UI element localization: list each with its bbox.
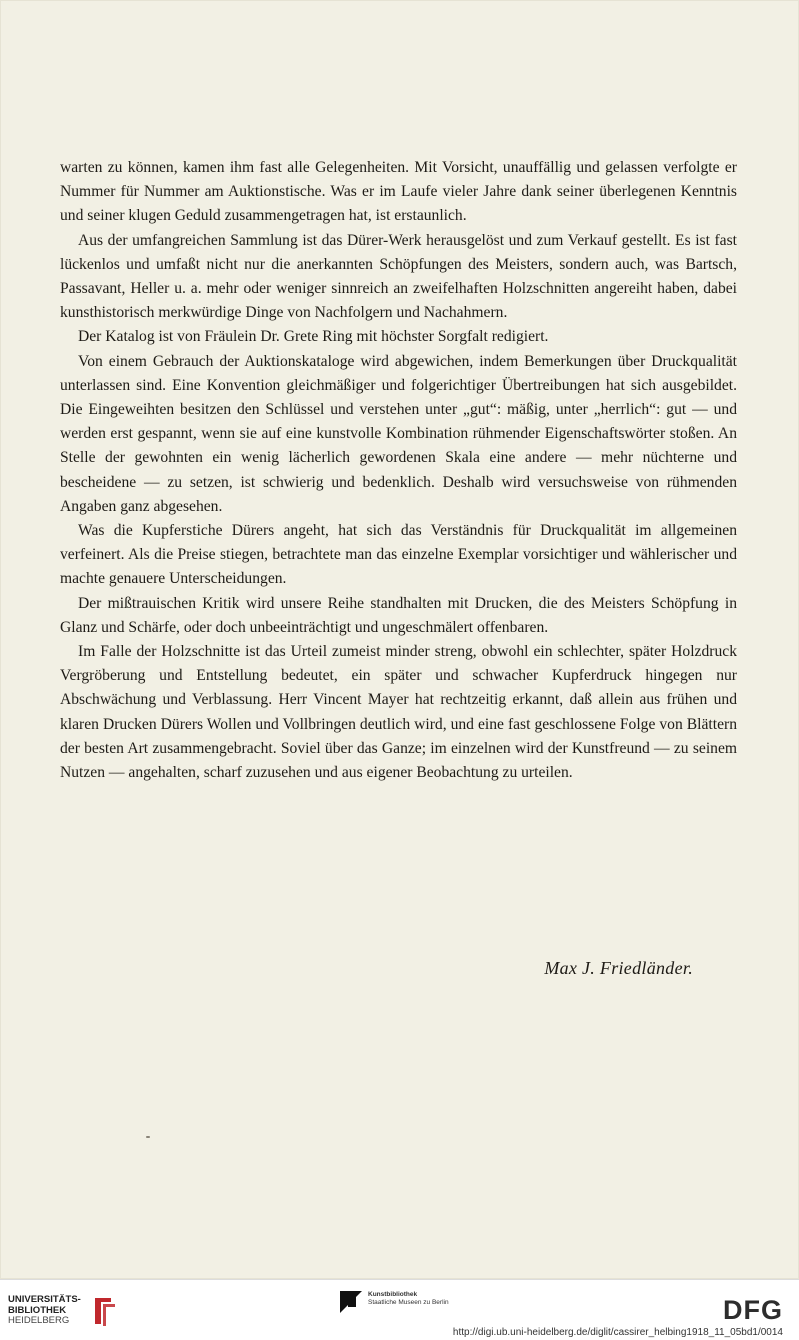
paragraph-7: Im Falle der Holzschnitte ist das Urteil zumeist minder streng, obwohl ein schlechter, später Holzdruck Vergröberung und Entstellung bedeutet, ein später und schwacher Kupferdruck hingegen nur Abschwächung und Verblassung. Herr Vincent Mayer hat rechtzeitig erkannt, daß allein aus frühen und klaren Drucken Dürers Wollen und Vollbringen deutlich wird, und eine fast geschlossene Folge von Blättern der besten Art zusammengebracht. Soviel über das Ganze; im einzelnen wird der Kunstfreund — zu seinem Nutzen — angehalten, scharf zuzusehen und aus eigener Beobachtung zu urteilen.: [60, 643, 737, 782]
university-library-logo[interactable]: [8, 1294, 117, 1328]
permalink-url[interactable]: http://digi.ub.uni-heidelberg.de/diglit/cassirer_helbing1918_11_05bd1/0014: [452, 1327, 783, 1338]
library-line-3: HEIDELBERG: [8, 1315, 70, 1327]
kb-name: Kunstbibliothek: [368, 1291, 418, 1298]
kb-institution: Staatliche Museen zu Berlin: [368, 1299, 449, 1306]
paragraph-3: Der Katalog ist von Fräulein Dr. Grete Ring mit höchster Sorgfalt redigiert.: [78, 328, 549, 346]
university-library-name: [8, 1295, 81, 1327]
library-line-1: UNIVERSITÄTS-: [8, 1294, 81, 1306]
signature: Max J. Friedländer.: [544, 958, 693, 978]
body-text: [60, 156, 737, 785]
paragraph-1: warten zu können, kamen ihm fast alle Gelegenheiten. Mit Vorsicht, unauffällig und gelassen verfolgte er Nummer für Nummer am Auktionstische. Was er im Laufe vieler Jahre dank seiner überlegenen Kenntnis und seiner klugen Geduld zusammengetragen hat, ist erstaunlich.: [60, 159, 737, 225]
kunstbibliothek-emblem-icon: [340, 1291, 362, 1313]
paragraph-2: Aus der umfangreichen Sammlung ist das Dürer-Werk herausgelöst und zum Verkauf gestellt. Es ist fast lückenlos und umfaßt nicht nur die anerkannten Schöpfungen des Meisters, sondern auch, was Bartsch, Passavant, Heller u. a. mehr oder weniger sinnreich an zweifelhaften Holzschnitten angereiht haben, dabei kunsthistorisch merkwürdige Dinge von Nachfolgern und Nachahmern.: [60, 231, 737, 322]
ub-emblem-icon: [89, 1294, 117, 1328]
paper-speck: [146, 1136, 150, 1138]
paragraph-5: Was die Kupferstiche Dürers angeht, hat sich das Verständnis für Druckqualität im allgemeinen verfeinert. Als die Preise stiegen, betrachtete man das einzelne Exemplar vorsichtiger und wählerischer und machte genauere Unterscheidungen.: [60, 522, 737, 588]
library-line-2: BIBLIOTHEK: [8, 1304, 67, 1316]
paragraph-4: Von einem Gebrauch der Auktionskataloge wird abgewichen, indem Bemerkungen über Druckqualität unterlassen sind. Eine Konvention gleichmäßiger und folgerichtiger Übertreibungen hat sich ausgebildet. Die Eingeweihten besitzen den Schlüssel und verstehen unter „gut“: mäßig, unter „herrlich“: gut — und werden erst gespannt, wenn sie auf eine kunstvolle Kombination rühmender Eigenschaftswörter stoßen. An Stelle der gewohnten ein wenig lächerlich gewordenen Skala eine andere — mehr nüchterne und bescheidene — zu setzen, ist schwierig und bedenklich. Deshalb wird versuchsweise von rühmenden Angaben ganz abgesehen.: [60, 352, 737, 515]
footer-bar: [0, 1279, 799, 1340]
dfg-logo[interactable]: DFG: [723, 1295, 783, 1325]
kunstbibliothek-logo[interactable]: [340, 1291, 449, 1313]
paragraph-6: Der mißtrauischen Kritik wird unsere Reihe standhalten mit Drucken, die des Meisters Schöpfung in Glanz und Schärfe, oder doch unbeeinträchtigt und ungeschmälert offenbaren.: [60, 594, 737, 636]
